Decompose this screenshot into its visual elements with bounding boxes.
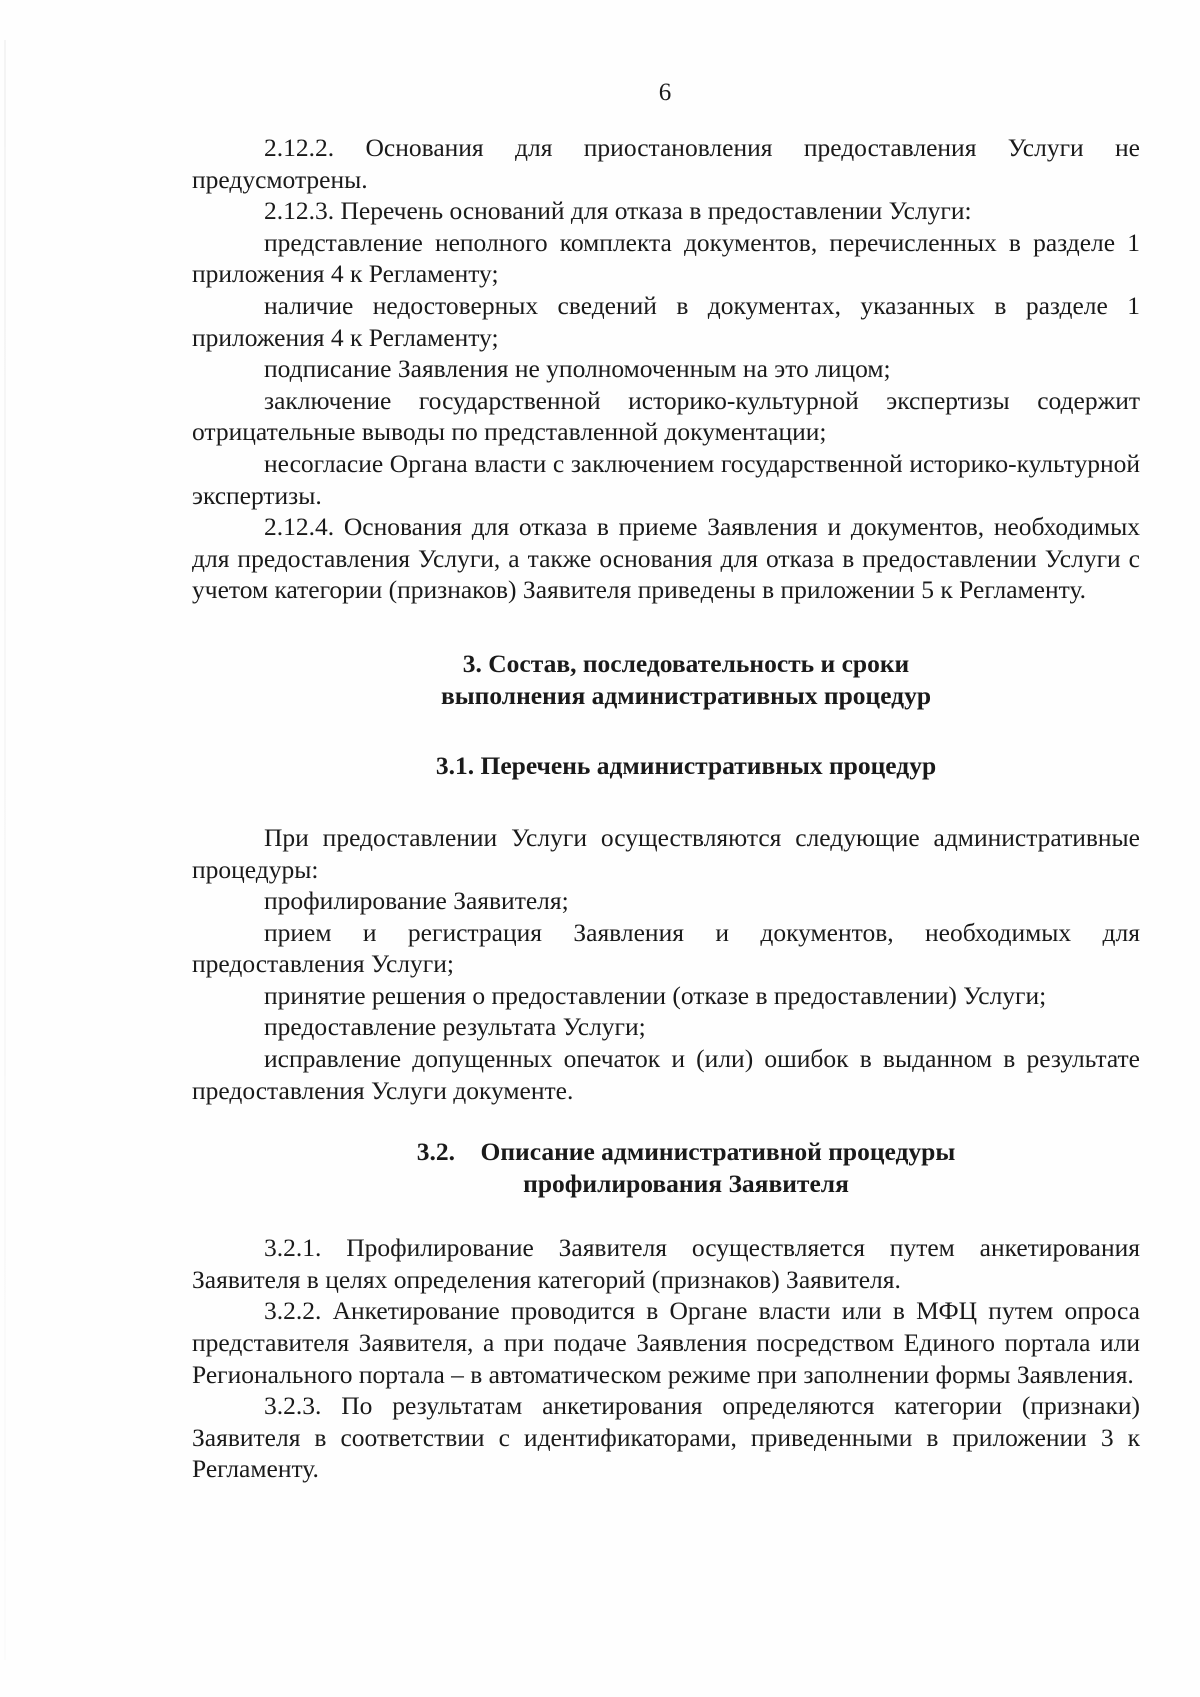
paragraph-3-2-3: 3.2.3. По результатам анкетирования определяются категории (признаки) Заявителя в соответствии с идентификаторами, приведенными в приложении 3 к Регламенту. <box>192 1391 1140 1484</box>
paragraph-2-12-3: 2.12.3. Перечень оснований для отказа в предоставлении Услуги: <box>264 196 972 226</box>
procedure-item-registration: прием и регистрация Заявления и документов, необходимых для предоставления Услуги; <box>192 917 1140 979</box>
procedure-item-corrections: исправление допущенных опечаток и (или) ошибок в выданном в результате предоставления Услуги документе. <box>192 1044 1140 1105</box>
document-body <box>192 132 1140 1485</box>
section-3-1-heading: 3.1. Перечень административных процедур <box>435 750 937 780</box>
section-3-heading-line-1: 3. Состав, последовательность и сроки <box>462 648 910 678</box>
section-3-2-heading-line-1: 3.2. Описание административной процедуры <box>416 1137 956 1167</box>
paragraph-2-12-4: 2.12.4. Основания для отказа в приеме Заявления и документов, необходимых для предоставления Услуги, а также основания для отказа в предоставлении Услуги с учетом категории (признаков) Заявителя приведены в приложении 5 к Регламенту. <box>192 512 1140 605</box>
refusal-reason-authority-disagreement: несогласие Органа власти с заключением государственной историко-культурной экспертизы. <box>192 448 1140 510</box>
refusal-reason-negative-expertise: заключение государственной историко-культурной экспертизы содержит отрицательные выводы по представленной документации; <box>192 385 1140 447</box>
section-3-2-heading-line-2: профилирования Заявителя <box>523 1169 849 1199</box>
refusal-reason-unauthorized-signature: подписание Заявления не уполномоченным на это лицом; <box>264 354 891 384</box>
paragraph-2-12-2: 2.12.2. Основания для приостановления предоставления Услуги не предусмотрены. <box>192 133 1140 194</box>
paragraph-3-1-intro: При предоставлении Услуги осуществляются следующие административные процедуры: <box>192 822 1140 884</box>
procedure-item-result: предоставление результата Услуги; <box>264 1012 646 1042</box>
page-number: 6 <box>658 79 672 106</box>
refusal-reason-incomplete-documents: представление неполного комплекта документов, перечисленных в разделе 1 приложения 4 к Регламенту; <box>192 227 1140 289</box>
paragraph-3-2-1: 3.2.1. Профилирование Заявителя осуществляется путем анкетирования Заявителя в целях определения категорий (признаков) Заявителя. <box>192 1233 1140 1294</box>
section-3-heading-line-2: выполнения административных процедур <box>440 680 932 710</box>
paragraph-3-2-2: 3.2.2. Анкетирование проводится в Органе власти или в МФЦ путем опроса представителя Заявителя, а при подаче Заявления посредством Единого портала или Регионального портала – в автоматическом режиме при заполнении формы Заявления. <box>192 1296 1140 1389</box>
scan-edge-mark <box>4 40 6 1660</box>
procedure-item-decision: принятие решения о предоставлении (отказе в предоставлении) Услуги; <box>264 980 1047 1010</box>
procedure-item-profiling: профилирование Заявителя; <box>264 886 569 916</box>
refusal-reason-false-information: наличие недостоверных сведений в документах, указанных в разделе 1 приложения 4 к Регламенту; <box>192 290 1140 352</box>
